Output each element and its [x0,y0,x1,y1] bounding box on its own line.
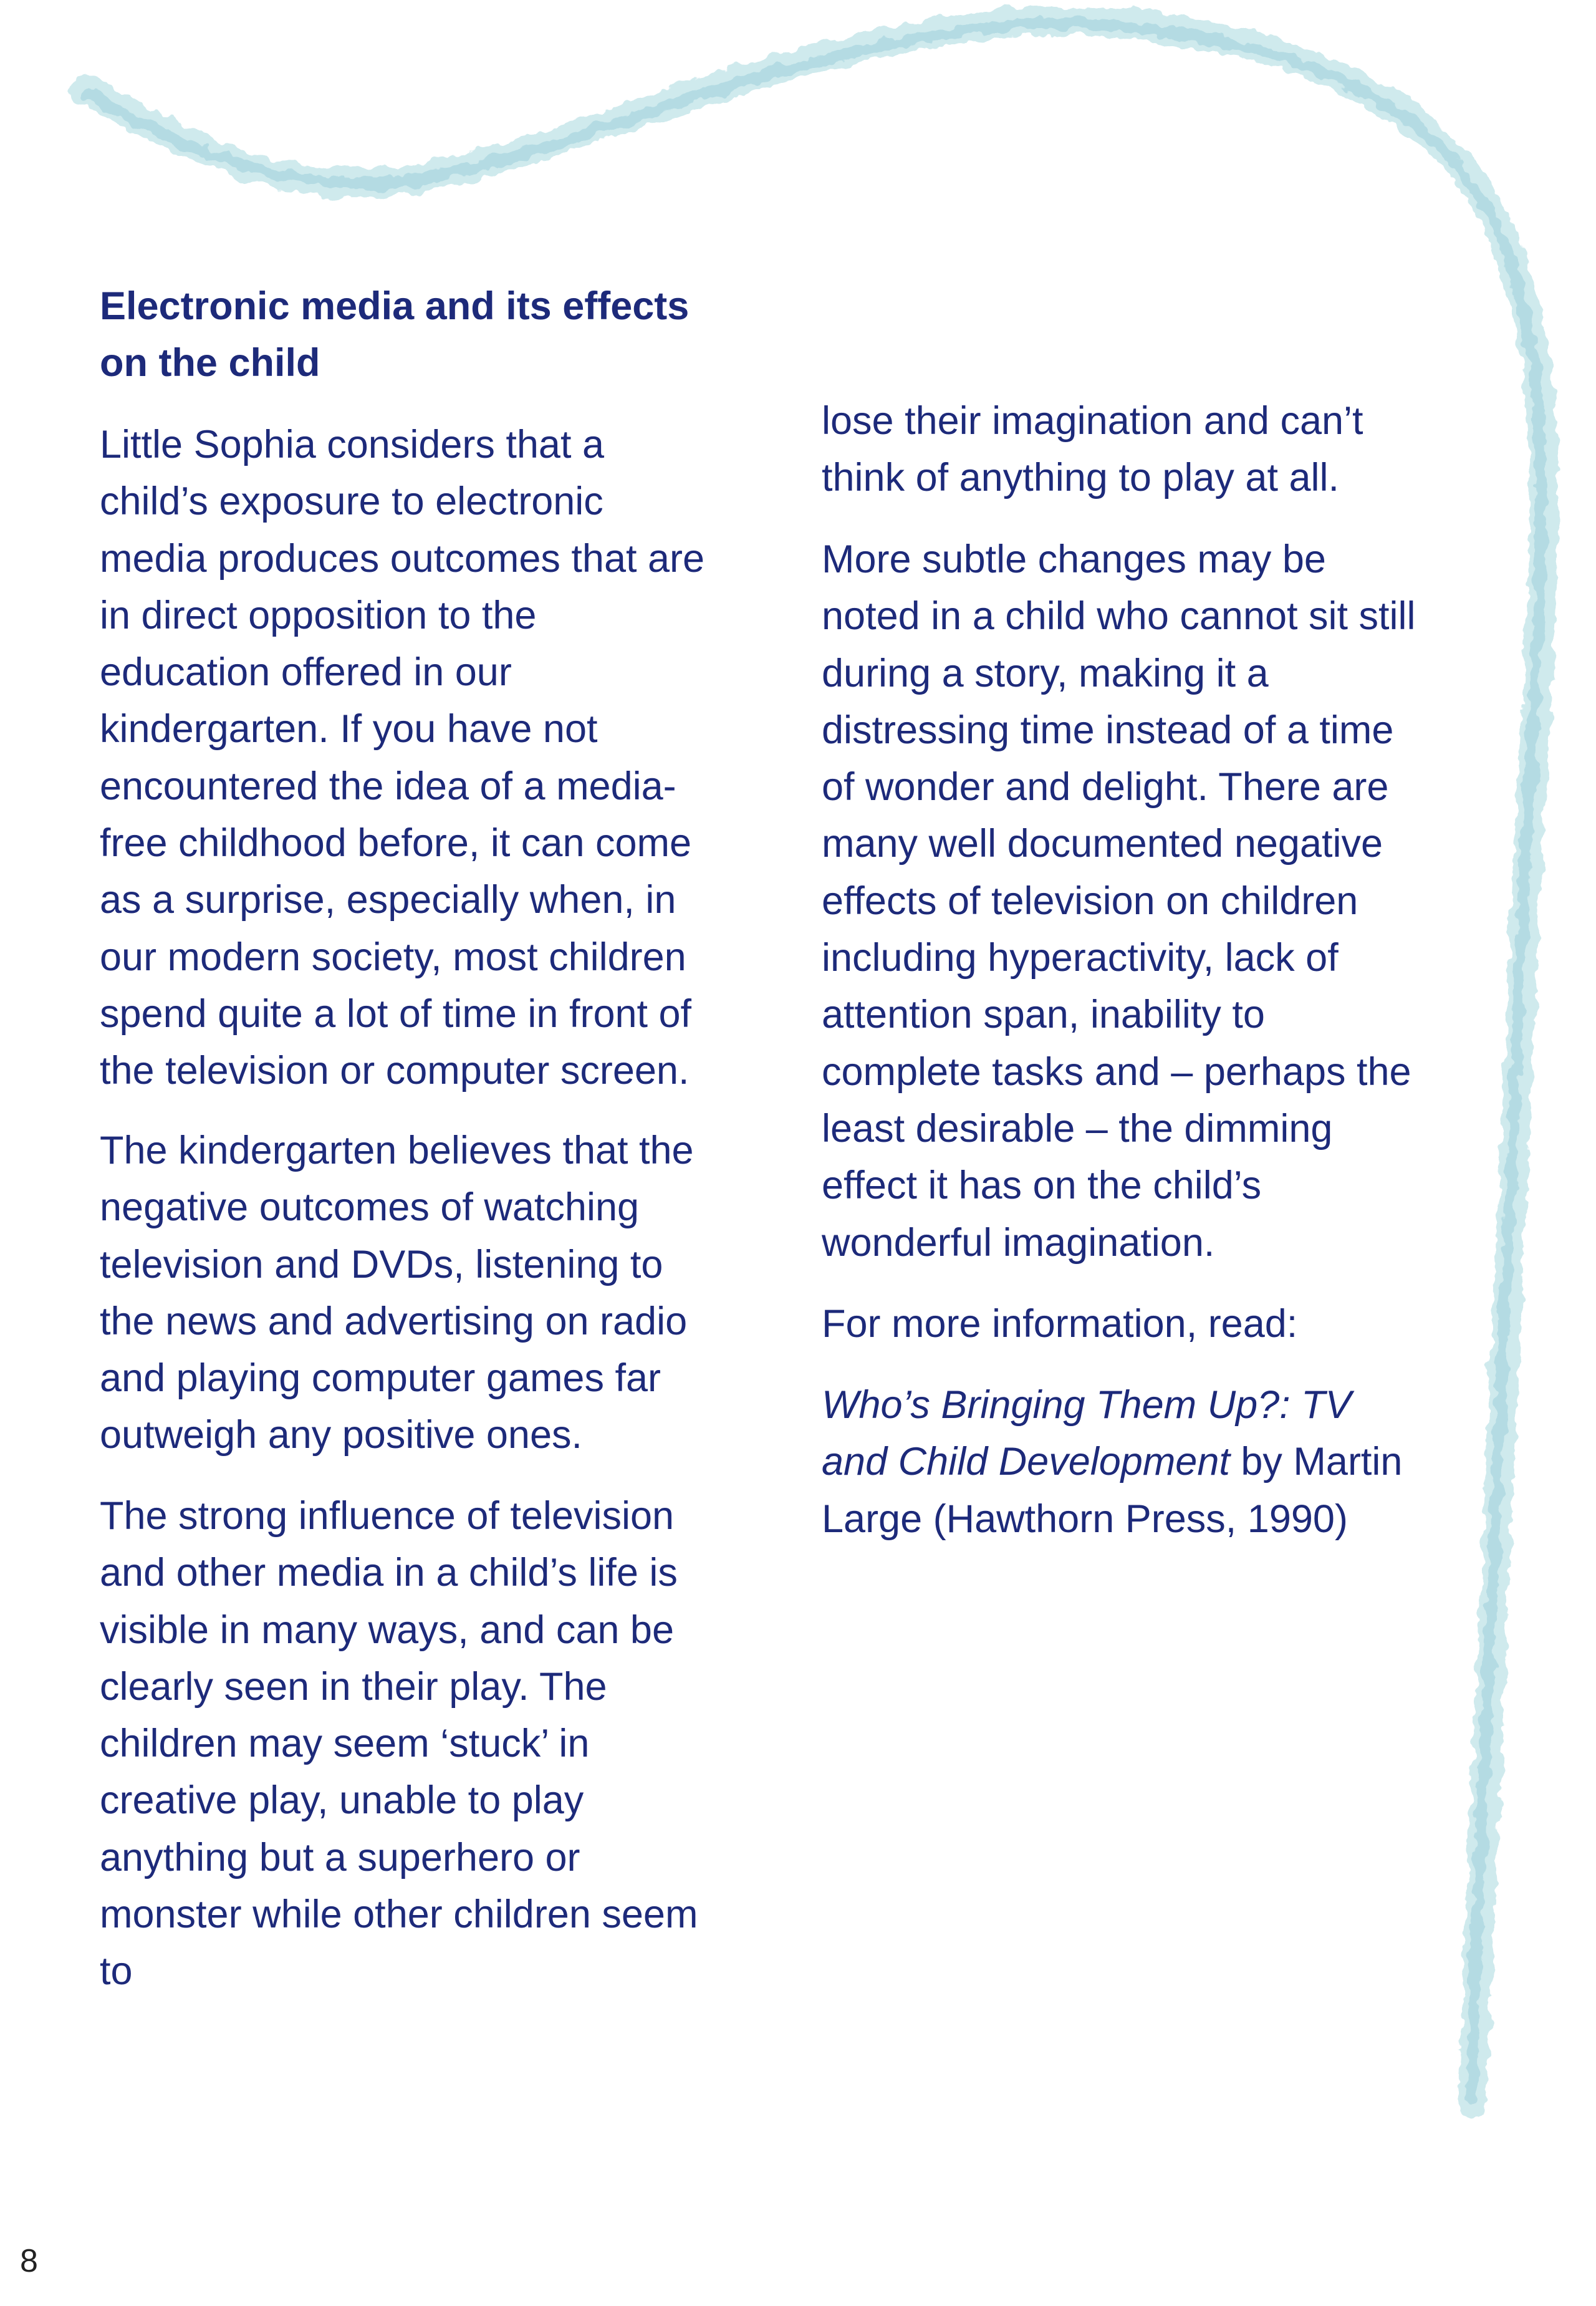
further-reading-label: For more information, read: [822,1302,1298,1346]
book-title: Who’s Bringing Them Up?: TV and Child Development [822,1383,1352,1484]
book-author-publisher: by Martin Large (Hawthorn Press, 1990) [822,1440,1403,1541]
body-paragraph: lose their imagination and can’t think of anything to play at all. [822,399,1363,500]
body-paragraph: More subtle changes may be noted in a child who cannot sit still during a story, making it a distressing time instead of a time of wonder and delight. There are many well documented negative effects of television on children including hyperactivity, lack of attention span, inability to complete tasks and – perhaps the least desirable – the dimming effect it has on the child’s wonderful imagination. [822,538,1416,1265]
book-reference [822,1377,1402,1548]
body-paragraph: The kindergarten believes that the negative outcomes of watching television and DVDs, listening to the news and advertising on radio and playing computer games far outweigh any positive ones. [100,1129,694,1457]
body-paragraph: The strong influence of television and other media in a child’s life is visible in many ways, and can be clearly seen in their play. The children may seem ‘stuck’ in creative play, unable to play anything but a superhero or monster while other children seem to [100,1494,698,1994]
page-number: 8 [20,2243,38,2279]
section-heading: Electronic media and its effects on the child [100,284,690,385]
body-paragraph: Little Sophia considers that a child’s exposure to electronic media produces outcomes that are in direct opposition to the education offered in our kindergarten. If you have not encountered the idea of a media- free childhood before, it can come as a surprise, especially when, in our modern society, most children spend quite a lot of time in front of the television or computer screen. [100,423,705,1093]
